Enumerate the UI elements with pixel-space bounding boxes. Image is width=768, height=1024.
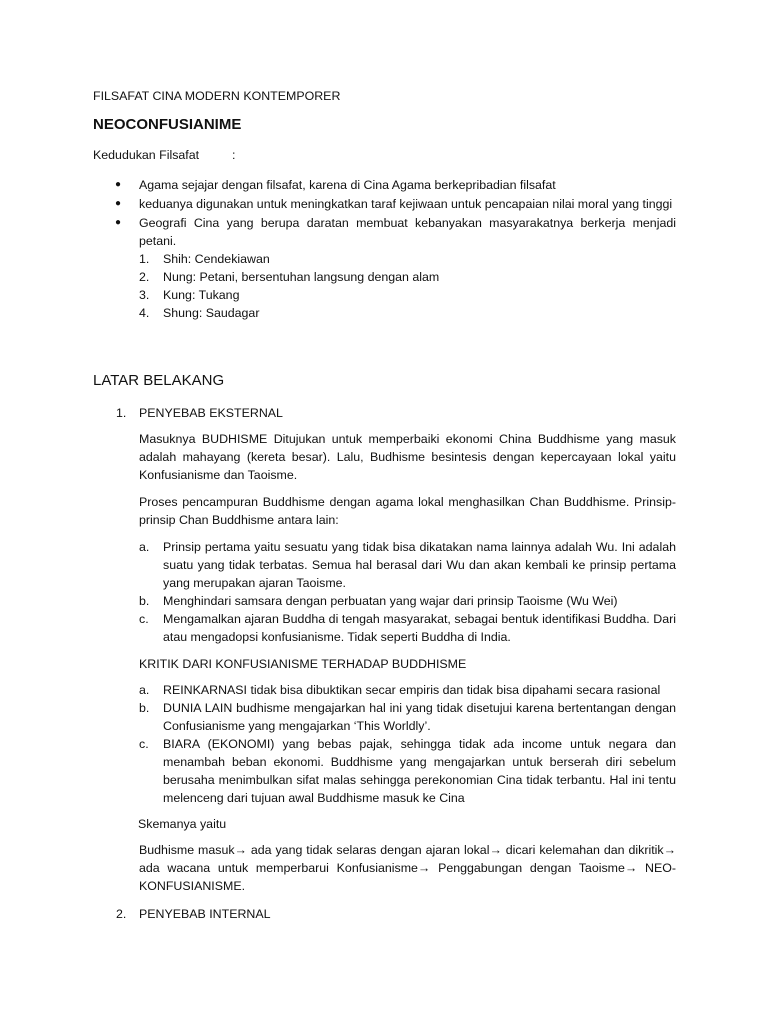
list-item: 3. Kung: Tukang [139,288,240,302]
subheading-kritik: KRITIK DARI KONFUSIANISME TERHADAP BUDDHISME [139,657,467,671]
list-item: c. Mengamalkan ajaran Buddha di tengah masyarakat, sebagai bentuk identifikasi Buddha. Dari atau mengadopsi konfusianisme. Tidak seperti Buddha di India. [139,612,676,644]
bullet-item [115,214,676,322]
document-title: FILSAFAT CINA MODERN KONTEMPORER [93,89,341,103]
list-item: b. DUNIA LAIN budhisme mengajarkan hal ini yang tidak disetujui karena bertentangan dengan Confusianisme yang mengajarkan ‘This Worldly’. [139,701,676,733]
subheading-eksternal [116,404,283,422]
bullet-text: Geografi Cina yang berupa daratan membuat kebanyakan masyarakatnya berkerja menjadi petani. [139,216,676,248]
subheading-text: PENYEBAB EKSTERNAL [139,406,283,420]
list-item: b. Menghindari samsara dengan perbuatan yang wajar dari prinsip Taoisme (Wu Wei) [139,594,618,608]
paragraph-budhisme: Masuknya BUDHISME Ditujukan untuk memperbaiki ekonomi China Buddhisme yang masuk adalah mahayang (kereta besar). Lalu, Budhisme besintesis dengan kepercayaan lokal yaitu Konfusianisme dan Taoisme. [139,432,676,482]
bullet-text: keduanya digunakan untuk meningkatkan taraf kejiwaan untuk pencapaian nilai moral yang tinggi [139,197,673,211]
kedudukan-bullets [115,176,676,323]
bullet-item [115,176,676,194]
kedudukan-colon: : [232,148,236,162]
list-item: c. BIARA (EKONOMI) yang bebas pajak, sehingga tidak ada income untuk negara dan menambah beban ekonomi. Buddhisme yang mengajarkan untuk berserah diri sebelum berusaha menimbulkan sifat malas sehingga perekonomian Cina tidak terbantu. Hal ini tentu melenceng dari tujuan awal Buddhisme masuk ke Cina [139,737,676,805]
subheading-number: 1. [116,406,127,420]
subheading-text: PENYEBAB INTERNAL [139,907,271,921]
list-item: a. REINKARNASI tidak bisa dibuktikan secar empiris dan tidak bisa dipahami secara rasional [139,683,661,697]
bullet-icon: ● [115,217,122,228]
section-heading-neoconfusianime: NEOCONFUSIANIME [93,116,242,133]
list-item: 2. Nung: Petani, bersentuhan langsung dengan alam [139,270,440,284]
skema-label: Skemanya yaitu [138,817,227,831]
skema-text: Budhisme masuk→ ada yang tidak selaras dengan ajaran lokal→ dicari kelemahan dan dikritik→ ada wacana untuk memperbarui Konfusianisme→ Penggabungan dengan Taoisme→ NEO-KONFUSIANISME. [139,843,676,893]
subheading-internal [116,905,271,923]
subheading-number: 2. [116,907,127,921]
principles-list [139,538,676,646]
class-list [139,250,676,322]
kedudukan-label: Kedudukan Filsafat [93,148,200,162]
list-item: 4. Shung: Saudagar [139,306,260,320]
bullet-icon: ● [115,198,122,209]
paragraph-chan-buddhisme: Proses pencampuran Buddhisme dengan agama lokal menghasilkan Chan Buddhisme. Prinsip-prinsip Chan Buddhisme antara lain: [139,495,676,527]
bullet-item [115,195,676,213]
kedudukan-line [93,146,236,164]
bullet-icon: ● [115,179,122,190]
bullet-text: Agama sejajar dengan filsafat, karena di Cina Agama berkepribadian filsafat [139,178,556,192]
list-item: a. Prinsip pertama yaitu sesuatu yang tidak bisa dikatakan nama lainnya adalah Wu. Ini adalah suatu yang tidak terbatas. Semua hal berasal dari Wu dan akan kembali ke prinsip pertama yang merupakan ajaran Taoisme. [139,540,676,590]
section-heading-latar-belakang: LATAR BELAKANG [93,372,225,389]
kritik-list [139,681,676,807]
list-item: 1. Shih: Cendekiawan [139,252,270,266]
